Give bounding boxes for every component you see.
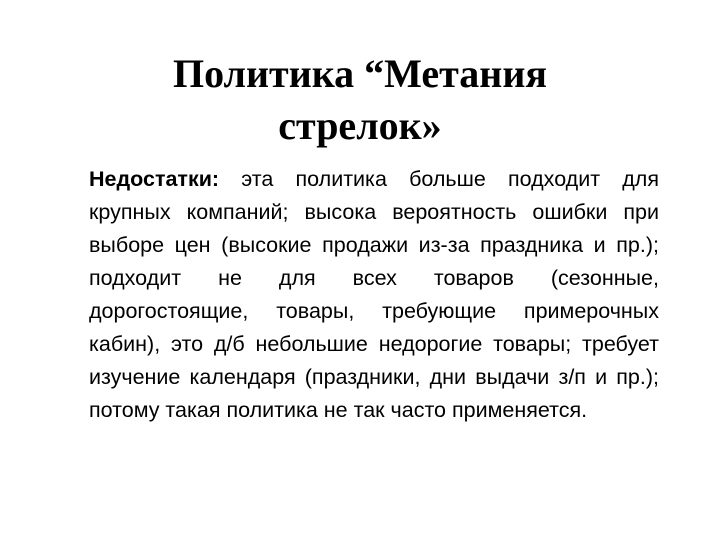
disadvantages-label: Недостатки: (89, 167, 220, 191)
disadvantages-text: эта политика больше подходит для крупных компаний; высока вероятность ошибки при выборе цен (высокие продажи из-за праздника и пр.); подходит не для всех товаров (сезонные, дорогостоящие, товары, требующие примерочных кабин), это д/б небольшие недорогие товары; требует изучение календаря (праздники, дни выдачи з/п и пр.); потому такая политика не так часто применяется. (89, 167, 659, 422)
slide-body-paragraph (89, 163, 659, 427)
slide-title (60, 48, 660, 152)
slide-title-line-1: Политика “Метания (172, 51, 548, 96)
slide-title-line-2: стрелок» (278, 103, 442, 148)
